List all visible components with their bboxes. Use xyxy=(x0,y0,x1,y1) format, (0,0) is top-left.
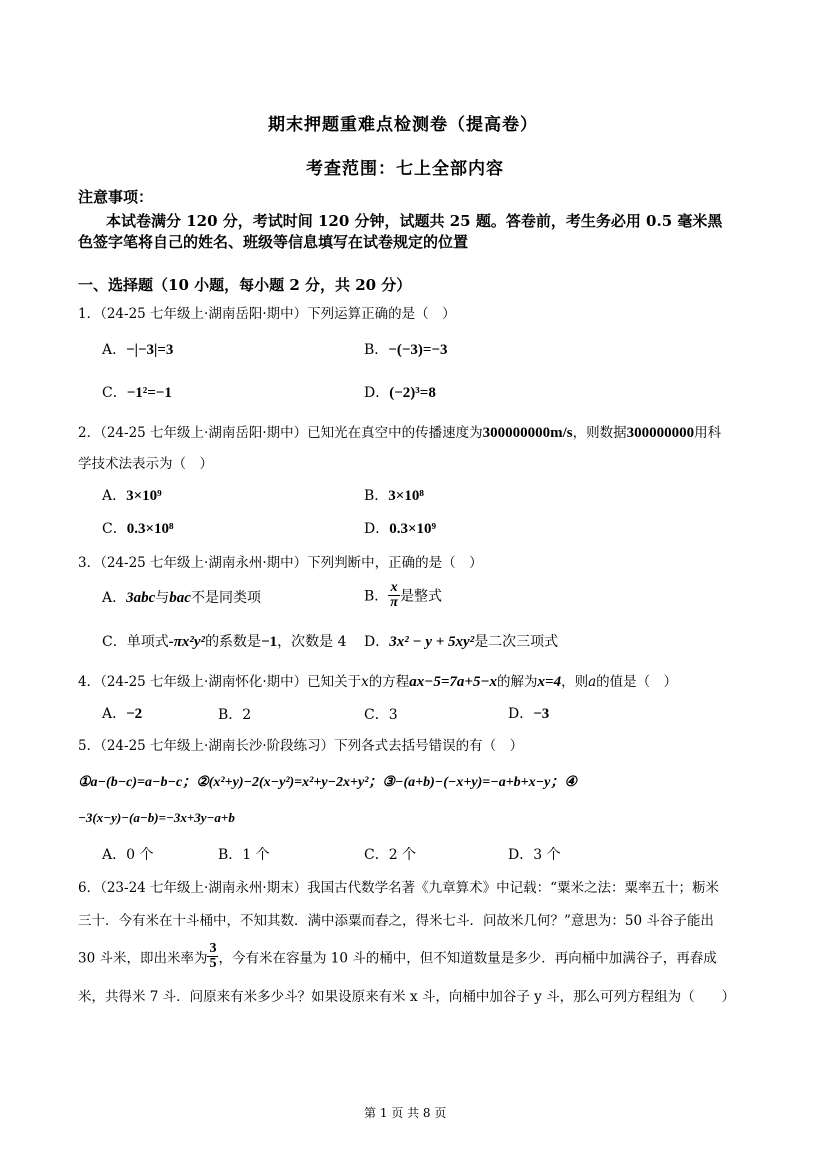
q3-option-d-math: 3x² − y + 5xy² xyxy=(389,634,475,650)
q2-option-c-math: 0.3×10⁸ xyxy=(126,521,174,537)
q4-stem-post: 的值是（ ） xyxy=(596,674,678,690)
q2-option-a-label: A． xyxy=(102,488,127,504)
q4-solution: x=4 xyxy=(537,674,562,690)
q4-var-a: a xyxy=(588,674,597,690)
q3-option-d-label: D． xyxy=(364,634,390,650)
page-subtitle: 考查范围：七上全部内容 xyxy=(306,159,504,179)
q3-option-b xyxy=(364,581,442,610)
q2-option-b xyxy=(364,485,424,505)
q4-stem xyxy=(78,670,677,691)
q1-option-d xyxy=(364,382,436,402)
q2-speed: 300000000m/s xyxy=(482,425,573,441)
q3-option-c-label: C．单项式 xyxy=(102,634,169,650)
q3-option-c xyxy=(102,631,346,651)
q5-expression-line-2: −3(x−y)−(a−b)=−3x+3y−a+b xyxy=(78,810,235,825)
q2-stem-post: 用科 xyxy=(694,425,722,441)
q5-option-d: D．3 个 xyxy=(508,847,561,863)
q1-option-c-math: −1²=−1 xyxy=(126,385,172,401)
q2-number: 300000000 xyxy=(626,425,695,441)
q1-option-a-label: A． xyxy=(102,342,127,358)
q3-option-a-math-1: 3abc xyxy=(126,590,156,606)
q5-option-c: C．2 个 xyxy=(364,847,417,863)
q2-option-c-label: C． xyxy=(102,521,127,537)
q2-stem-mid: ，则数据 xyxy=(572,425,627,441)
q6-fraction xyxy=(207,942,218,971)
q6-line-3-pre: 30 斗米，即出米率为 xyxy=(78,950,208,967)
q3-option-c-math-2: −1 xyxy=(261,634,278,650)
q4-stem-pre: 4．（24-25 七年级上·湖南怀化·期中）已知关于 xyxy=(78,674,362,690)
q4-option-d xyxy=(508,703,549,723)
q6-line-2: 三十．今有米在十斗桶中，不知其数．满中添粟而舂之，得米七斗．问故米几何？”意思为：50 斗谷子能出 xyxy=(78,913,714,929)
q4-option-d-label: D． xyxy=(508,706,534,722)
q6-line-4: 米，共得米 7 斗．问原来有米多少斗？如果设原来有米 x 斗，向桶中加谷子 y 斗，那么可列方程组为（ ） xyxy=(78,989,736,1005)
q1-option-c-label: C． xyxy=(102,385,127,401)
q4-option-a-label: A． xyxy=(102,706,127,722)
q2-stem-line-2: 学技术法表示为（ ） xyxy=(78,456,213,472)
q3-option-b-text: 是整式 xyxy=(399,588,442,605)
q3-option-b-fraction xyxy=(388,581,400,610)
q1-option-a xyxy=(102,339,173,359)
q4-stem-mid3: ，则 xyxy=(561,674,589,690)
q2-option-d-label: D． xyxy=(364,521,390,537)
q2-option-c xyxy=(102,518,174,538)
q6-line-3-post: ，今有米在容量为 10 斗的桶中，但不知道数量是多少．再向桶中加满谷子，再舂成 xyxy=(218,950,717,967)
q4-equation: ax−5=7a+5−x xyxy=(409,674,498,690)
q2-option-d xyxy=(364,518,436,538)
q1-stem: 1．（24-25 七年级上·湖南岳阳·期中）下列运算正确的是（ ） xyxy=(78,306,456,322)
q4-stem-mid2: 的解为 xyxy=(497,674,538,690)
q3-option-a-label: A． xyxy=(102,590,127,606)
q6-line-3 xyxy=(78,942,717,971)
q3-option-b-denominator: π xyxy=(390,595,398,610)
q3-option-b-numerator: x xyxy=(388,581,400,596)
q5-option-a: A．0 个 xyxy=(102,847,154,863)
q1-option-d-label: D． xyxy=(364,385,390,401)
q1-option-a-math: −|−3|=3 xyxy=(126,342,174,358)
q2-option-a xyxy=(102,485,162,505)
q3-option-a xyxy=(102,587,261,607)
q4-option-c: C．3 xyxy=(364,707,398,723)
q2-option-b-math: 3×10⁸ xyxy=(388,488,424,504)
notice-line-2: 色签字笔将自己的姓名、班级等信息填写在试卷规定的位置 xyxy=(78,233,469,251)
q3-option-c-math: -πx²y² xyxy=(168,634,206,650)
q3-option-a-text-2: 不是同类项 xyxy=(190,590,261,606)
q5-stem: 5．（24-25 七年级上·湖南长沙·阶段练习）下列各式去括号错误的有（ ） xyxy=(78,738,524,754)
q4-stem-mid: 的方程 xyxy=(368,674,410,690)
q5-expression-line-1: ①a−(b−c)=a−b−c；②(x²+y)−2(x−y²)=x²+y−2x+y²；③−(a+b)−(−x+y)=−a+b+x−y；④ xyxy=(78,775,577,790)
q2-option-b-label: B． xyxy=(364,488,389,504)
q3-option-a-text-1: 与 xyxy=(155,590,170,606)
q6-fraction-denominator: 5 xyxy=(209,956,217,971)
q4-option-a-math: −2 xyxy=(126,706,143,722)
q2-stem-line-1 xyxy=(78,421,721,442)
q1-option-b-math: −(−3)=−3 xyxy=(388,342,448,358)
q6-fraction-numerator: 3 xyxy=(209,941,217,956)
q5-option-b: B．1 个 xyxy=(218,847,270,863)
notice-heading: 注意事项： xyxy=(78,188,154,206)
q3-option-c-text-2: ，次数是 4 xyxy=(277,634,347,650)
section-heading-choice: 一、选择题（10 小题，每小题 2 分，共 20 分） xyxy=(78,276,412,294)
page-title: 期末押题重难点检测卷（提高卷） xyxy=(268,115,538,135)
page-footer: 第 1 页 共 8 页 xyxy=(364,1106,447,1120)
q3-option-a-math-2: bac xyxy=(169,590,191,606)
q2-option-a-math: 3×10⁹ xyxy=(126,488,162,504)
q1-option-b xyxy=(364,339,447,359)
notice-line-1: 本试卷满分 120 分，考试时间 120 分钟，试题共 25 题。答卷前，考生务必用 0.5 毫米黑 xyxy=(106,212,723,230)
q4-option-a xyxy=(102,703,142,723)
q1-option-d-math: (−2)³=8 xyxy=(389,385,436,401)
q2-option-d-math: 0.3×10⁹ xyxy=(389,521,437,537)
q6-line-1: 6．（23-24 七年级上·湖南永州·期末）我国古代数学名著《九章算术》中记载：“粟米之法：粟率五十；粝米 xyxy=(78,880,720,896)
q3-stem: 3．（24-25 七年级上·湖南永州·期中）下列判断中，正确的是（ ） xyxy=(78,555,483,571)
q3-option-c-text-1: 的系数是 xyxy=(205,634,262,650)
q1-option-c xyxy=(102,382,172,402)
q2-stem-pre: 2．（24-25 七年级上·湖南岳阳·期中）已知光在真空中的传播速度为 xyxy=(78,425,483,441)
q3-option-b-label: B． xyxy=(364,588,389,605)
q3-option-d-text: 是二次三项式 xyxy=(474,634,559,650)
q4-option-d-math: −3 xyxy=(533,706,550,722)
q4-var-x: x xyxy=(361,674,369,690)
q3-option-d xyxy=(364,631,558,651)
q4-option-b: B．2 xyxy=(218,707,252,723)
q1-option-b-label: B． xyxy=(364,342,389,358)
